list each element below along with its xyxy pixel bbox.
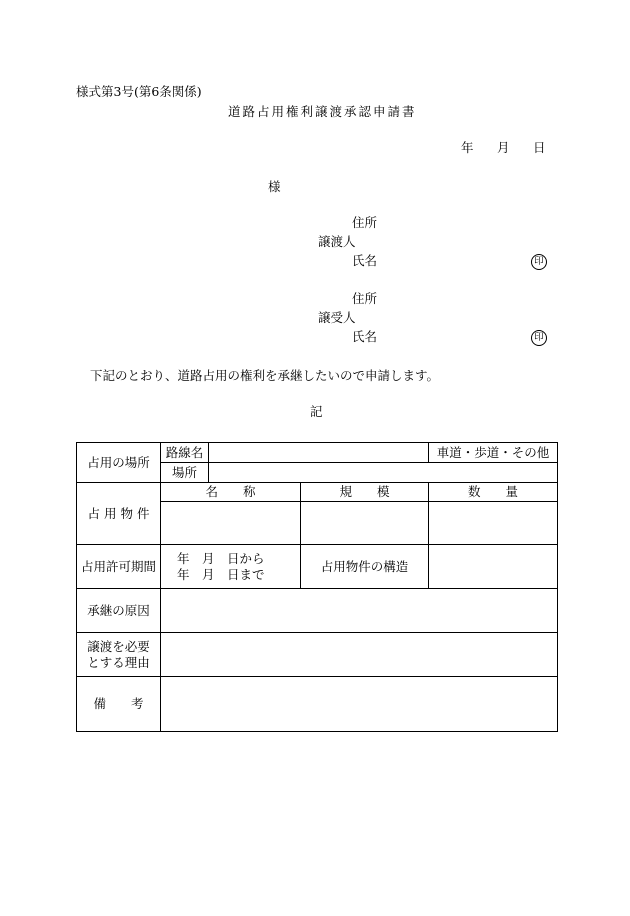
application-statement: 下記のとおり、道路占用の権利を承継したいので申請します。 [90,368,440,383]
remarks-header: 備 考 [77,677,161,732]
route-input[interactable] [209,443,429,463]
transferee-name-label: 氏名 [352,329,378,344]
addressee-suffix: 様 [268,179,281,194]
date-year: 年 [461,140,474,155]
location-input[interactable] [209,463,558,483]
place-header: 占用の場所 [77,443,161,483]
transferor-address-label: 住所 [352,215,378,230]
object-scale-input[interactable] [301,502,429,545]
necessity-input[interactable] [161,633,558,677]
period-from: 年 月 日から [177,550,265,566]
remarks-input[interactable] [161,677,558,732]
col-name-header: 名 称 [161,483,301,502]
object-header: 占 用 物 件 [77,483,161,545]
necessity-header [77,633,161,677]
form-number: 様式第3号(第6条関係) [76,84,202,99]
transferor-seal-mark: 印 [531,254,547,270]
location-label: 場所 [161,463,209,483]
transferor-name-label: 氏名 [352,253,378,268]
document-title: 道路占用権利譲渡承認申請書 [228,104,417,119]
necessity-header-line-2: とする理由 [87,654,150,670]
application-table [76,442,558,732]
reason-header: 承継の原因 [77,589,161,633]
period-header: 占用許可期間 [77,545,161,589]
object-name-input[interactable] [161,502,301,545]
transferee-seal-mark: 印 [531,330,547,346]
reason-input[interactable] [161,589,558,633]
ki-heading: 記 [310,404,323,419]
col-scale-header: 規 模 [301,483,429,502]
transferor-role: 譲渡人 [318,234,356,249]
object-quantity-input[interactable] [429,502,558,545]
route-label: 路線名 [161,443,209,463]
transferee-role: 譲受人 [318,310,356,325]
transferee-address-label: 住所 [352,291,378,306]
period-cell[interactable] [161,545,301,589]
col-quantity-header: 数 量 [429,483,558,502]
period-to: 年 月 日まで [177,566,265,582]
date-day: 日 [533,140,546,155]
road-type-options: 車道・歩道・その他 [429,443,558,463]
date-month: 月 [497,140,510,155]
structure-label: 占用物件の構造 [301,545,429,589]
structure-input[interactable] [429,545,558,589]
necessity-header-line-1: 譲渡を必要 [87,638,150,654]
